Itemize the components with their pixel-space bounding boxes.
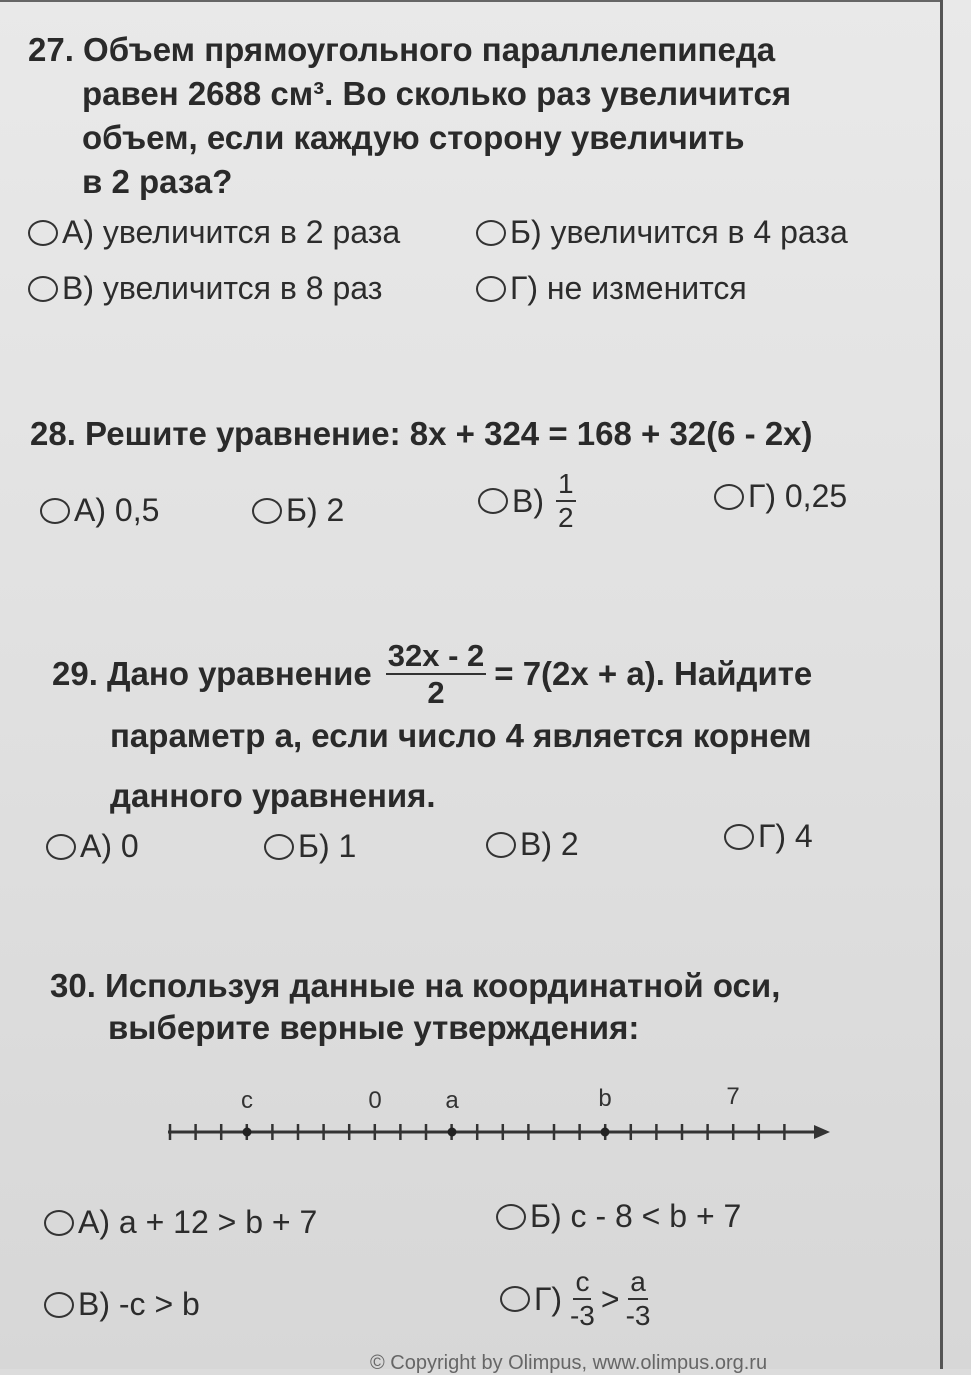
fraction-denominator: -3 bbox=[625, 1300, 651, 1331]
question-29-line-3: данного уравнения. bbox=[110, 777, 436, 814]
fraction-numerator: c bbox=[573, 1268, 591, 1300]
fraction-numerator: 32x - 2 bbox=[387, 638, 485, 673]
question-29-prefix: 29. Дано уравнение bbox=[52, 655, 372, 692]
q30-option-b[interactable] bbox=[496, 1198, 741, 1235]
q29-option-v[interactable] bbox=[486, 826, 579, 863]
q30-fraction-right bbox=[626, 1268, 651, 1330]
radio-circle-icon[interactable] bbox=[478, 488, 508, 514]
point-a-dot bbox=[448, 1128, 457, 1137]
question-27-line-1: 27. Объем прямоугольного параллелепипеда bbox=[28, 31, 776, 68]
radio-circle-icon[interactable] bbox=[500, 1286, 530, 1312]
radio-circle-icon[interactable] bbox=[46, 834, 76, 860]
q27-option-v[interactable] bbox=[28, 270, 382, 307]
axis-label-7: 7 bbox=[726, 1083, 740, 1110]
radio-circle-icon[interactable] bbox=[714, 484, 744, 510]
radio-circle-icon[interactable] bbox=[724, 824, 754, 850]
q28-option-g-label: Г) 0,25 bbox=[748, 478, 848, 514]
q28-option-v-fraction bbox=[556, 470, 576, 532]
q29-option-v-label: В) 2 bbox=[520, 826, 579, 862]
q29-option-a[interactable] bbox=[46, 828, 139, 865]
q27-option-a-label: А) увеличится в 2 раза bbox=[62, 214, 401, 250]
q30-option-g-label: Г) bbox=[534, 1280, 562, 1317]
q27-option-b-label: Б) увеличится в 4 раза bbox=[510, 214, 848, 250]
question-29-fraction bbox=[386, 640, 487, 708]
top-divider bbox=[0, 0, 940, 2]
fraction-denominator: 2 bbox=[427, 675, 445, 710]
radio-circle-icon[interactable] bbox=[28, 276, 58, 302]
question-29-line-2: параметр а, если число 4 является корнем bbox=[110, 717, 812, 754]
q30-fraction-left bbox=[570, 1268, 595, 1330]
radio-circle-icon[interactable] bbox=[496, 1204, 526, 1230]
q29-option-b[interactable] bbox=[264, 828, 356, 865]
question-28-text: 28. Решите уравнение: 8x + 324 = 168 + 32(6 - 2x) bbox=[30, 415, 813, 452]
fraction-numerator: 1 bbox=[556, 470, 576, 502]
q29-option-g[interactable] bbox=[724, 818, 813, 855]
question-29-suffix: = 7(2x + a). Найдите bbox=[494, 655, 813, 692]
question-27-line-4: в 2 раза? bbox=[82, 163, 233, 200]
fraction-denominator: 2 bbox=[558, 502, 574, 533]
radio-circle-icon[interactable] bbox=[44, 1210, 74, 1236]
radio-circle-icon[interactable] bbox=[264, 834, 294, 860]
q29-option-b-label: Б) 1 bbox=[298, 828, 357, 864]
axis-label-0: 0 bbox=[368, 1087, 382, 1114]
q28-option-b-label: Б) 2 bbox=[286, 492, 345, 528]
question-30-line-2: выберите верные утверждения: bbox=[108, 1009, 640, 1046]
q30-option-a[interactable] bbox=[44, 1204, 317, 1241]
q29-option-g-label: Г) 4 bbox=[758, 818, 813, 854]
q28-option-a-label: А) 0,5 bbox=[74, 492, 160, 528]
radio-circle-icon[interactable] bbox=[28, 220, 58, 246]
q29-option-a-label: А) 0 bbox=[80, 828, 139, 864]
q28-option-a[interactable] bbox=[40, 492, 159, 529]
question-27-line-3: объем, если каждую сторону увеличить bbox=[82, 119, 745, 156]
q30-option-a-label: А) a + 12 > b + 7 bbox=[78, 1204, 318, 1240]
axis-label-c: c bbox=[241, 1087, 253, 1114]
comparison-sign: > bbox=[600, 1280, 620, 1317]
q30-option-b-label: Б) c - 8 < b + 7 bbox=[530, 1198, 742, 1234]
radio-circle-icon[interactable] bbox=[476, 276, 506, 302]
q27-option-g[interactable] bbox=[476, 270, 747, 307]
coordinate-axis bbox=[150, 1080, 840, 1160]
q27-option-b[interactable] bbox=[476, 214, 848, 251]
radio-circle-icon[interactable] bbox=[252, 498, 282, 524]
point-b-dot bbox=[601, 1128, 610, 1137]
q30-option-g[interactable] bbox=[500, 1268, 650, 1330]
q28-option-v-label: В) bbox=[512, 482, 544, 519]
question-27-line-2: равен 2688 см³. Во сколько раз увеличится bbox=[82, 75, 792, 112]
question-29-line-1 bbox=[52, 640, 812, 708]
fraction-denominator: -3 bbox=[569, 1300, 595, 1331]
point-c-dot bbox=[243, 1128, 252, 1137]
q30-option-v[interactable] bbox=[44, 1286, 200, 1323]
q28-option-g[interactable] bbox=[714, 478, 847, 515]
question-30-line-1: 30. Используя данные на координатной оси, bbox=[50, 967, 781, 1004]
radio-circle-icon[interactable] bbox=[476, 220, 506, 246]
axis-label-b: b bbox=[598, 1085, 612, 1112]
copyright-footer: © Copyright by Olimpus, www.olimpus.org.ru bbox=[370, 1352, 768, 1374]
q27-option-v-label: В) увеличится в 8 раз bbox=[62, 270, 383, 306]
axis-arrow-icon bbox=[814, 1125, 830, 1139]
axis-label-a: a bbox=[445, 1087, 459, 1114]
radio-circle-icon[interactable] bbox=[40, 498, 70, 524]
radio-circle-icon[interactable] bbox=[486, 832, 516, 858]
page-border-right bbox=[940, 0, 943, 1369]
radio-circle-icon[interactable] bbox=[44, 1292, 74, 1318]
q30-option-v-label: В) -c > b bbox=[78, 1286, 200, 1322]
q27-option-a[interactable] bbox=[28, 214, 400, 251]
fraction-numerator: a bbox=[628, 1268, 648, 1300]
q28-option-b[interactable] bbox=[252, 492, 344, 529]
q28-option-v[interactable] bbox=[478, 470, 576, 532]
q27-option-g-label: Г) не изменится bbox=[510, 270, 747, 306]
